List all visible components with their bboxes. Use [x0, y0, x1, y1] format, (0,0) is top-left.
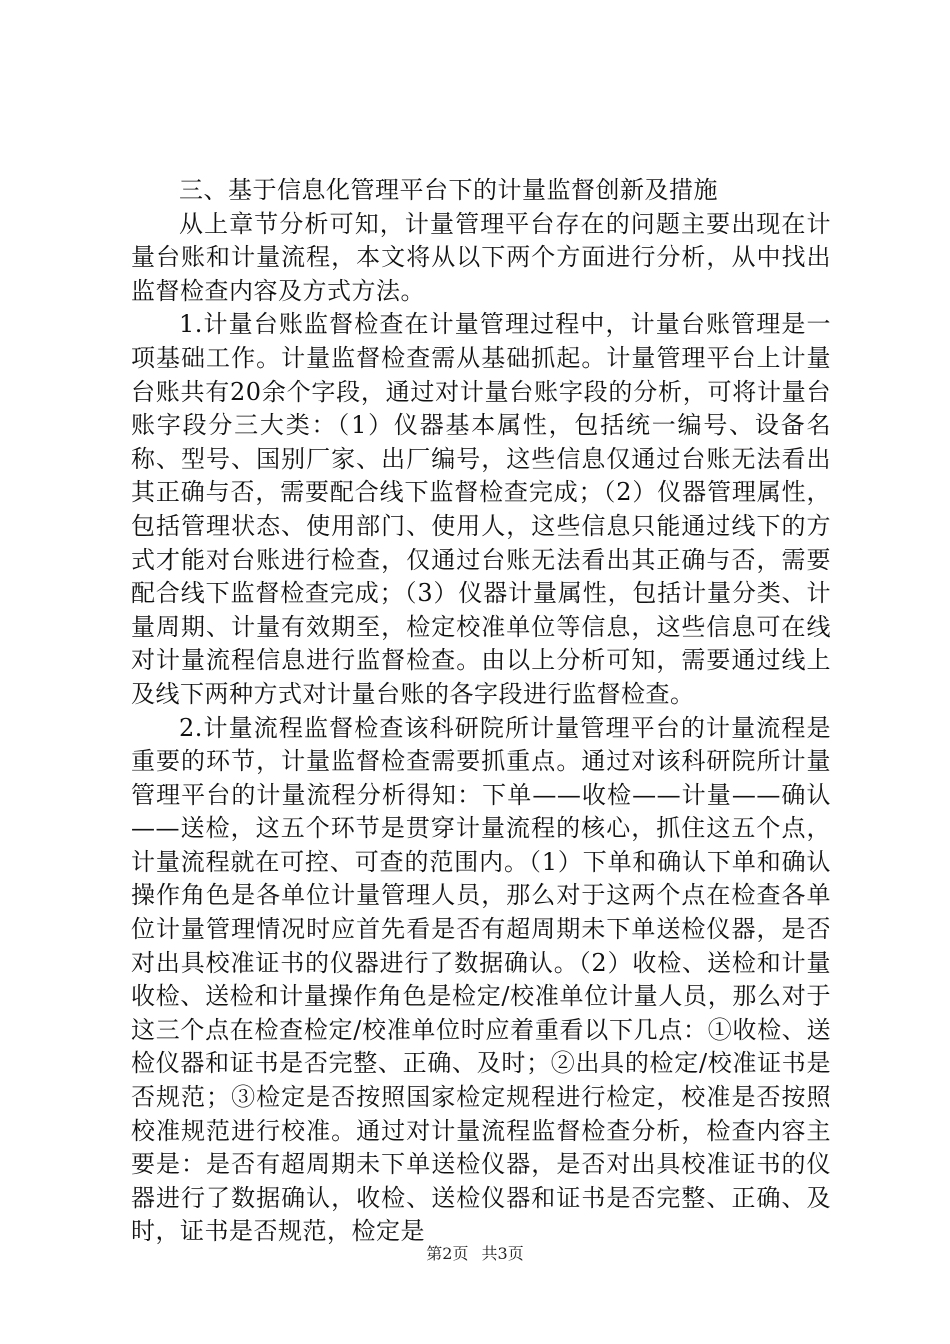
- page-footer: [0, 1244, 950, 1264]
- paragraph-ledger-inspection: 1.计量台账监督检查在计量管理过程中，计量台账管理是一项基础工作。计量监督检查需从基础抓起。计量管理平台上计量台账共有20余个字段，通过对计量台账字段的分析，可将计量台账字段分三大类：（1）仪器基本属性，包括统一编号、设备名称、型号、国别厂家、出厂编号，这些信息仅通过台账无法看出其正确与否，需要配合线下监督检查完成；（2）仪器管理属性，包括管理状态、使用部门、使用人，这些信息只能通过线下的方式才能对台账进行检查，仅通过台账无法看出其正确与否，需要配合线下监督检查完成；（3）仪器计量属性，包括计量分类、计量周期、计量有效期至，检定校准单位等信息，这些信息可在线对计量流程信息进行监督检查。由以上分析可知，需要通过线上及线下两种方式对计量台账的各字段进行监督检查。: [131, 310, 831, 708]
- page-total: 共3页: [481, 1244, 524, 1263]
- section-heading: 三、基于信息化管理平台下的计量监督创新及措施: [179, 176, 718, 204]
- page-number: 第2页: [426, 1244, 469, 1263]
- paragraph-intro: 从上章节分析可知，计量管理平台存在的问题主要出现在计量台账和计量流程，本文将从以下两个方面进行分析，从中找出监督检查内容及方式方法。: [131, 209, 831, 305]
- paragraph-process-inspection: 2.计量流程监督检查该科研院所计量管理平台的计量流程是重要的环节，计量监督检查需要抓重点。通过对该科研院所计量管理平台的计量流程分析得知：下单——收检——计量——确认——送检，这五个环节是贯穿计量流程的核心，抓住这五个点，计量流程就在可控、可查的范围内。（1）下单和确认下单和确认操作角色是各单位计量管理人员，那么对于这两个点在检查各单位计量管理情况时应首先看是否有超周期未下单送检仪器，是否对出具校准证书的仪器进行了数据确认。（2）收检、送检和计量收检、送检和计量操作角色是检定/校准单位计量人员，那么对于这三个点在检查检定/校准单位时应着重看以下几点：①收检、送检仪器和证书是否完整、正确、及时；②出具的检定/校准证书是否规范；③检定是否按照国家检定规程进行检定，校准是否按照校准规范进行校准。通过对计量流程监督检查分析，检查内容主要是：是否有超周期未下单送检仪器，是否对出具校准证书的仪器进行了数据确认，收检、送检仪器和证书是否完整、正确、及时，证书是否规范，检定是: [131, 713, 831, 1246]
- document-body: [131, 174, 831, 1249]
